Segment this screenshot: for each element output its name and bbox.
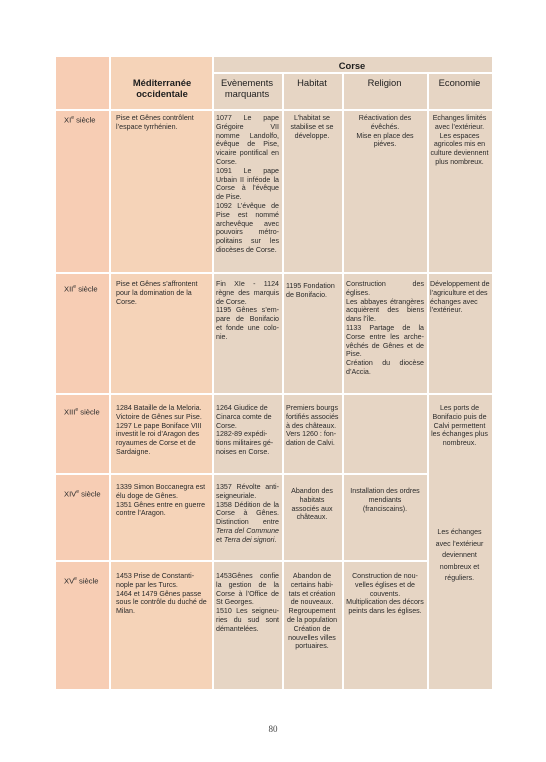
- mediterranee-cell: 1453 Prise de Constanti-nople par les Turcs. 1464 et 1479 Gênes passe sous le contrôle du duché de Milan.: [116, 572, 207, 616]
- page-number: 80: [268, 724, 278, 734]
- habitat-cell: Abandon de certains habi-tats et création de nouveaux. Regroupement de la population Création de nouvelles villes portuaires.: [286, 572, 338, 651]
- header-evenements: Evènements marquants: [220, 77, 274, 99]
- mediterranee-cell: Pise et Gênes contrôlent l’espace tyrrhénien.: [116, 114, 194, 131]
- header-economie: Economie: [438, 77, 481, 88]
- habitat-cell: L’habitat se stabilise et se développe.: [290, 114, 334, 140]
- header-mediterranee: Méditerranée occidentale: [132, 77, 192, 99]
- religion-cell: Installation des ordres mendiants (franciscains).: [350, 487, 420, 513]
- evenements-cell: 1357 Révolte anti-seigneuriale. 1358 Dédition de la Corse à Gênes. Distinction entre Terra del Commune et Terra dei signori.: [216, 483, 279, 544]
- economie-cell: Echanges limités avec l’extérieur. Les espaces agricoles mis en culture deviennent plus nombreux.: [430, 114, 489, 166]
- century-label: XVe siècle: [64, 576, 99, 586]
- century-column: [56, 57, 109, 689]
- evenements-cell: 1077 Le pape Grégoire VII nomme Landolfo, évêque de Pise, vicaire pontifical en Corse. 1091 Le pape Urbain II inféode la Corse à l’évêque de Pise. 1092 L’évêque de Pise est nommé archevêque avec pouvoirs métro-politains sur les diocèses de Corse.: [216, 114, 279, 254]
- century-label: XIVe siècle: [64, 489, 101, 499]
- header-corse: Corse: [338, 60, 366, 71]
- header-habitat: Habitat: [297, 77, 327, 88]
- chronology-table: [56, 57, 492, 689]
- habitat-cell: Abandon des habitats associés aux châteaux.: [291, 487, 333, 522]
- mediterranee-cell: 1284 Bataille de la Meloria. Victoire de Gênes sur Pise. 1297 Le pape Boniface VIII investit le roi d’Aragon des royaumes de Corse et de Sardaigne.: [116, 404, 202, 456]
- habitat-cell: Premiers bourgs fortifiés associés à des châteaux. Vers 1260 : fon-dation de Calvi.: [286, 404, 339, 448]
- religion-cell: Construction de nou-velles églises et de couvents. Multiplication des décors peints dans les églises.: [346, 572, 424, 616]
- evenements-cell: Fin XIe - 1124 règne des marquis de Corse. 1195 Gênes s’em-pare de Bonifacio et fonde une colo-nie.: [216, 280, 279, 341]
- century-label: XIIIe siècle: [64, 407, 100, 417]
- century-label: XIe siècle: [64, 115, 96, 125]
- religion-cell: Construction des églises. Les abbayes étrangères acquièrent des biens dans l’île. 1133 Partage de la Corse entre les arche-vêchés de Gênes et de Pise. Création du diocèse d’Accia.: [346, 280, 424, 376]
- economie-cell: Les ports de Bonifacio puis de Calvi permettent les échanges plus nombreux.: [431, 404, 488, 448]
- habitat-cell: 1195 Fondation de Bonifacio.: [286, 282, 335, 299]
- mediterranee-cell: Pise et Gênes s’affrontent pour la domination de la Corse.: [116, 280, 198, 306]
- evenements-cell: 1264 Giudice de Cinarca comte de Corse. 1282-89 expédi-tions militaires gé-noises en Corse.: [216, 404, 274, 456]
- economie-cell: Développement de l’agriculture et des échanges avec l’extérieur.: [430, 280, 490, 315]
- century-label: XIIe siècle: [64, 284, 98, 294]
- evenements-cell: 1453Gênes confie la gestion de la Corse à l’Office de St Georges. 1510 Les seigneu-ries du sud sont démantelées.: [216, 572, 279, 633]
- mediterranee-cell: 1339 Simon Boccanegra est élu doge de Gênes. 1351 Gênes entre en guerre contre l’Aragon.: [116, 483, 206, 518]
- economie-merged-cell: Les échanges avec l’extérieur deviennent nombreux et réguliers.: [435, 528, 484, 582]
- header-religion: Religion: [367, 77, 402, 88]
- religion-cell: Réactivation des évêchés. Mise en place des piéves.: [356, 114, 414, 149]
